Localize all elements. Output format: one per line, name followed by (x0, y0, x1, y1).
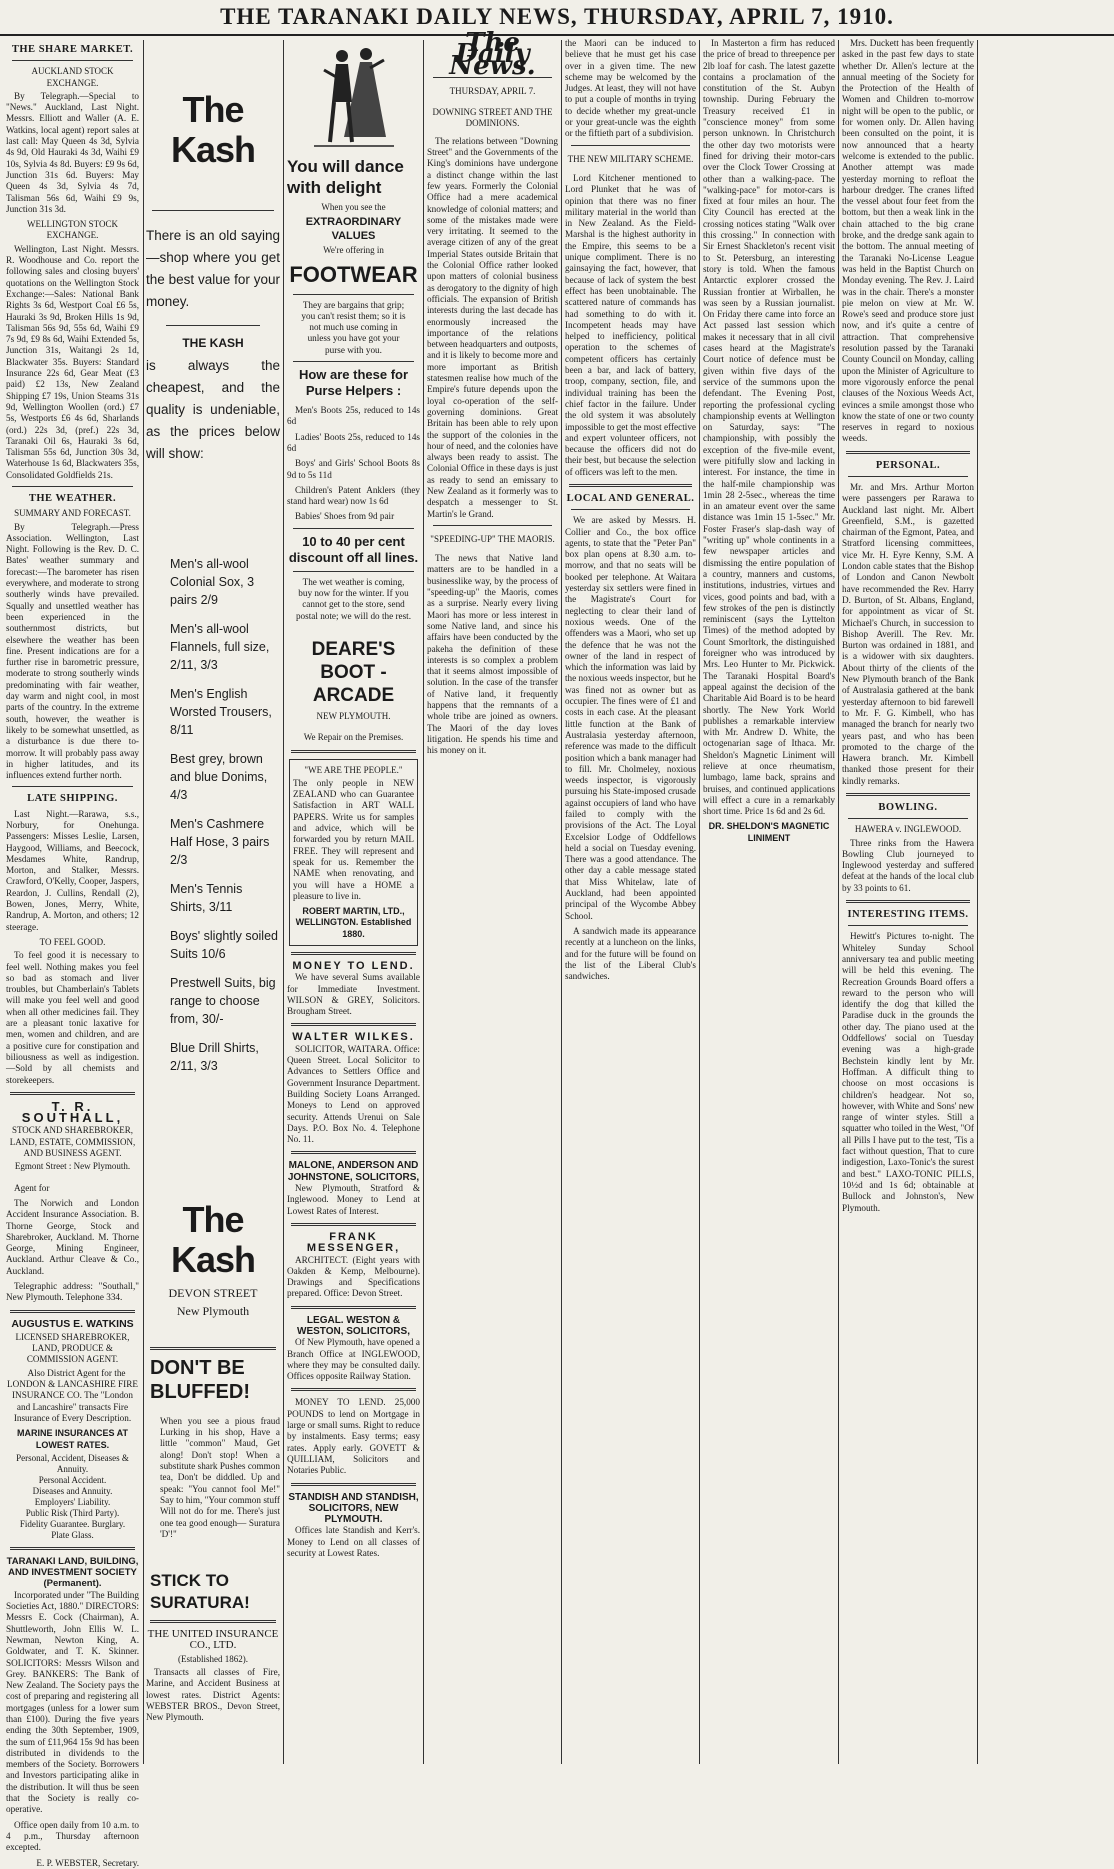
auckland-text: By Telegraph.—Special to "News." Auckland, Last Night. Messrs. Elliott and Waller (A. E. Watkins, local agent) report sales at last call: May Queen 4s 3d, Sylvia 4s 9d, Old Hauraki 4s 3d, Waihi £9 10s, Sylvia 4s 8d. Buyers: £9 9s 6d, Junction 31s 6d. Buyers: May Queen 4s 3d, Sylvia 4s 7d, Talisman 56s 6d, Waihi £9 9s, Junction 31s 3d. (6, 90, 139, 214)
column-rule (699, 40, 700, 1764)
wilkes-title: WALTER WILKES. (292, 1031, 415, 1044)
column-rule (561, 40, 562, 1764)
agent-for: Agent for (14, 1182, 50, 1193)
shipping-text: Last Night.—Rarawa, s.s., Norbury, for Onehunga. Passengers: Misses Leslie, Larsen, Haygood, Williams, and Beecock, Mesdames White, Randrup, Morton, and Stalker, Messrs. Crawford, O'Kelly, Cooper, Jaspers, Reardon, J. Cullins, Rendall (2), Bowen, Jones, Merry, White, Randrup, A. Morton, and others; 12 steerage. (6, 808, 139, 932)
purse-item: Boys' and Girls' School Boots 8s 9d to 5s 11d (287, 458, 420, 480)
continued-text: the Maori can be induced to believe that he must get his case over in a given time. The new scheme may be welcomed by the Judges. At least, they will not have to put a couple of months in trying to decide whether my great-uncle or your great-uncle was the eighth or the fiftieth part of a subdivision. (565, 38, 696, 139)
kash-title: The Kash (170, 89, 256, 170)
office-hours: Office open daily from 10 a.m. to 4 p.m., Thursday afternoon excepted. (6, 1819, 139, 1853)
article-heading: DOWNING STREET AND THE DOMINIONS. (432, 107, 553, 129)
insurance-line: Diseases and Annuity. (32, 1485, 113, 1496)
weston-text: Of New Plymouth, have opened a Branch Office at INGLEWOOD, where they may be consulted daily. Offices opposite Railway Station. (287, 1337, 420, 1382)
insurance-line: Employers' Liability. (34, 1496, 111, 1507)
bowling-text: Three rinks from the Hawera Bowling Club journeyed to Inglewood yesterday and suffered defeat at the hands of the local club by 33 points to 61. (842, 837, 974, 893)
interesting-items-heading: INTERESTING ITEMS. (847, 909, 969, 921)
people-ad (289, 759, 418, 946)
kash-street: DEVON STREET (168, 1286, 258, 1301)
column-news-6 (703, 38, 835, 1758)
insurance-line: Plate Glass. (51, 1529, 94, 1540)
insurance-line: Personal, Accident, Diseases & Annuity. (16, 1452, 129, 1474)
shipping-heading: LATE SHIPPING. (27, 793, 118, 805)
united-text: Transacts all classes of Fire, Marine, and Accident Business at lowest rates. District Agents: WEBSTER BROS., Devon Street, New Plymouth. (146, 1667, 280, 1723)
local-general-heading: LOCAL AND GENERAL. (566, 492, 695, 504)
messenger-text: ARCHITECT. (Eight years with Oakden & Kemp, Melbourne). Drawings and Specifications prepared. Office: Devon Street. (287, 1254, 420, 1299)
purse-item: Babies' Shoes from 9d pair (295, 511, 395, 522)
insurance-line: Public Risk (Third Party). (25, 1507, 120, 1518)
people-text: The only people in NEW ZEALAND who can Guarantee Satisfaction in ART WALL PAPERS. Write us for samples and advice, which will be forwarded you by return MAIL FREE. They will represent and speak for us. Remember the NAME when renovating, and you will have a HOME a pleasure to live in. (293, 777, 414, 901)
bowling-subheading: HAWERA v. INGLEWOOD. (854, 824, 962, 835)
column-kash-ad (146, 38, 280, 1758)
watkins-name: AUGUSTUS E. WATKINS (11, 1317, 134, 1330)
feel-good-heading: TO FEEL GOOD. (39, 936, 106, 947)
agent-list: The Norwich and London Accident Insurance Association. B. Thorne George, Stock and Sharebroker, Auckland. M. Thorne George, Mining Engineer, Auckland. Arthur Cleave & Co., Auckland. (6, 1197, 139, 1276)
people-title: "WE ARE THE PEOPLE." (304, 764, 403, 775)
paper-title: The Daily News. (449, 28, 536, 81)
malone-title: MALONE, ANDERSON AND JOHNSTONE, SOLICITORS, (287, 1160, 420, 1183)
southall-telegraphic: Telegraphic address: "Southall," New Plymouth. Telephone 334. (6, 1280, 139, 1303)
watkins-agent: Also District Agent for the LONDON & LANCASHIRE FIRE INSURANCE CO. The "London and Lancashire" transacts Fire Insurance of Every Description. (7, 1367, 138, 1423)
standish-text: Offices late Standish and Kerr's. Money to Lend on all classes of security at Lowest Rates. (287, 1525, 420, 1559)
southall-name: T. R. SOUTHALL, (21, 1098, 124, 1126)
weston-title: LEGAL. WESTON & WESTON, SOLICITORS, (297, 1314, 410, 1337)
purse-helpers-heading: How are these for Purse Helpers : (298, 367, 409, 399)
weather-heading: THE WEATHER. (28, 492, 117, 504)
kash-title-2: The Kash (170, 1199, 256, 1281)
column-news-5 (565, 38, 696, 1758)
stick-title: STICK TO SURATURA! (150, 1571, 250, 1613)
auckland-heading: AUCKLAND STOCK EXCHANGE. (31, 66, 114, 88)
wellington-text: Wellington, Last Night. Messrs. R. Woodhouse and Co. report the following sales and closing buyers' quotations on the Wellington Stock Exchange:—Sales: National Bank Rights 3s 6d, Westport Coal £6 5s, Hauraki 3s 9d, Broken Hills 1s 9d, Talisman 56s 9d, 55s 6d, Waihi £9 7s 9d, £9 8s 6d, Waihi Extended 5s, Junction 31s, Waitangi 2s 1d, Blackwater 35s. Buyers: Standard Insurance 22s 6d, Gear Meat (£3 paid) £2 13s, New Zealand Shipping £7 19s, Union Steams 31s 9d, Wellington Woollen (ord.) £7 5s, Westports £6 4s 6d, Sharlands (ord.) 22s 3d, (pref.) 22s 3d, Taranaki Oil 6s, Hauraki 3s 6d, Talisman 55s 6d, Junction 30s 3d, Waterhouse 1s 6d, Blackwaters 35s, Consolidated Goldfields 21s. (6, 243, 139, 480)
kash-price-item: Men's Tennis Shirts, 3/11 (170, 882, 243, 915)
military-heading: THE NEW MILITARY SCHEME. (567, 153, 694, 164)
kash-price-item: Blue Drill Shirts, 2/11, 3/3 (170, 1041, 259, 1074)
bluffed-title: DON'T BE BLUFFED! (150, 1356, 250, 1403)
masthead: THE TARANAKI DAILY NEWS, THURSDAY, APRIL 7, 1910. (0, 0, 1114, 36)
personal-text: Mr. and Mrs. Arthur Morton were passengers per Rarawa to Auckland last night. Mr. Albert Greenfield, S.M., is gazetted chairman of the Egmont, Patea, and Stratford licensing committees, vice Mr. H. Eyre Kenny, S.M. A London cable states that the Bishop of London and Canon Newbolt have recommended the Rev. Harry D. Burton, of St. Albans, England, for appointment as vicar of St. Michael's Church, in succession to Bishop Averill. The Rev. Mr. Burton was ordained in 1881, and is a widower with six daughters. About thirty of the clients of the New Plymouth branch of the Bank of Australasia gathered at the bank yesterday afternoon to bid farewell to Mr. F. G. Kimbell, who has managed the branch for nearly two years past, and who has been promoted to the charge of the Hawera branch. Mr. Kimbell thanked those present for their kindly remarks. (842, 481, 974, 786)
bargains-text: They are bargains that grip; you can't resist them; so it is not much use coming in unless you have got your purse with you. (301, 299, 406, 355)
malone-text: New Plymouth, Stratford & Inglewood. Money to Lend at Lowest Rates of Interest. (287, 1183, 420, 1216)
taranaki-land-title: TARANAKI LAND, BUILDING, AND INVESTMENT SOCIETY (Permanent). (6, 1555, 139, 1590)
speeding-text: The news that Native land matters are to be handled in a businesslike way, by the process of "speeding-up" the Maoris, comes as a surprise. Nearly every living Maori has more or less interest in some Native land, and since his affairs have been conducted by the pakeha the definition of these interests is so complex a problem that it seems almost impossible of solution. In the case of the transfer of Native land, it frequently happens that the remnants of a whole tribe are joined as owners. The Maori of the day loves litigation. He spends his time and his money on it. (427, 553, 558, 756)
interesting-items-text: Hewitt's Pictures to-night. The Whiteley Sunday School anniversary tea and public meeting will be held this evening. The Recreation Grounds Board offers a reward to the person who will identify the dog that killed the Paradise duck in the grounds the other day. The piano used at the Oddfellows' social on Tuesday evening was a high-grade Bechstein kindly lent by Mr. Hoffman. A difficult thing to choose on most occasions is children's headgear. Not so, however, with White and Sons' new range of winter styles. Still a squatter who toiled in the West, "Of all Pills I have put to the test, 'Tis a fact without question, That to cure indigestion, Laxo-Tonic's the surest and best." LAXO-TONIC PILLS, 10½d and 1s 6d; obtainable at Bullock and Johnston's, New Plymouth. (842, 931, 974, 1213)
speeding-heading: "SPEEDING-UP" THE MAORIS. (430, 533, 555, 544)
money-to-lend-2: MONEY TO LEND. 25,000 POUNDS to lend on Mortgage in large or small sums. Right to reduce by instalments. Easy terms; easy rates. Apply early. GOVETT & QUILLIAM, Solicitors and Notaries Public. (287, 1397, 420, 1476)
column-rule (838, 40, 839, 1764)
kash-price-item: Men's all-wool Colonial Sox, 3 pairs 2/9 (170, 557, 255, 608)
purse-item: Ladies' Boots 25s, reduced to 14s 6d (287, 431, 420, 453)
column-share-market (6, 38, 139, 1868)
column-rule (143, 40, 144, 1764)
column-rule (283, 40, 284, 1764)
share-market-heading: THE SHARE MARKET. (11, 44, 134, 55)
messenger-title: FRANK MESSENGER, (306, 1230, 401, 1255)
united-title: THE UNITED INSURANCE CO., LTD. (147, 1628, 279, 1652)
wilkes-text: SOLICITOR, WAITARA. Office: Queen Street. Local Solicitor to Advances to Settlers Office and Government Insurance Department. Building Society Loans Arranged. Moneys to Lend on approved security. Attends Urenui on Sale Days. P.O. Box No. 4. Telephone No. 11. (287, 1043, 420, 1145)
discount-text: 10 to 40 per cent discount off all lines. (288, 533, 419, 565)
kash-price-item: Boys' slightly soiled Suits 10/6 (170, 929, 278, 962)
insurance-line: Fidelity Guarantee. Burglary. (19, 1518, 126, 1529)
dance-subtitle: When you see the (321, 202, 386, 212)
deare-title: DEARE'S BOOT - ARCADE (311, 638, 396, 706)
column-deare-ad (287, 38, 420, 1758)
dance-title: You will dance with delight (287, 157, 404, 197)
money-to-lend-text: We have several Sums available for Immediate Investment. WILSON & GREY, Solicitors. Brougham Street. (287, 972, 420, 1017)
purse-item: Children's Patent Anklers (they stand hard wear) now 1s 6d (287, 484, 420, 507)
bowling-heading: BOWLING. (878, 802, 938, 813)
kash-heading: THE KASH (182, 336, 244, 350)
wellington-heading: WELLINGTON STOCK EXCHANGE. (27, 219, 118, 241)
southall-address: Egmont Street : New Plymouth. (14, 1161, 131, 1172)
news-text: In Masterton a firm has reduced the price of bread to threepence per 2lb loaf for cash. The latest gazette contains a proclamation of the constitution of the St. Aubyn township. During February the Treasury received £1 in "conscience money" from some person unknown. In Christchurch the other day two motorists were fined for driving their motor-cars over the Clock Tower Crossing at other than a walking-pace. The "walking-pace" for motor-cars is fixed at four miles an hour. The City Council has erected at the crossing notices stating "Walk over this crossing." In connection with Sir Ernest Shackleton's recent visit to St. Petersburg, an interesting story is told. When the famous Antarctic explorer crossed the Russian frontier at Wirballen, he was seen by a Russian journalist. On Friday there came into force an Act passed last session which makes it necessary that in all civil cases heard at the Magistrate's Court notice of defence must be given within five days of the service of the summons upon the defendant. The Evening Post, reporting the professional cycling championship events at Wellington on Saturday, says: "The championship, with possibly the exception of the five-mile event, were pitifully slow and lacking in interest. For instance, the time in the half-mile championship was 1min 28 2-5sec., whereas the time in an amateur event over the same distance was 1min 15 1-5sec." Mr. Foster Fraser's slap-dash way of "writing up" whole continents in a few newspaper articles and dismissing the entire population of a country, manners and customs, institutions, industries, virtues and vices, good points and bad, with a few strokes of the pen is distinctly reminiscent (says the Lyttelton Times) of the method adopted by Count Smorltork, the distinguished foreigner who was introduced by Mrs. Leo Hunter to Mr. Pickwick. The Taranaki Hospital Board's appeal against the decision of the Charitable Aid Board is to be heard shortly. The New York World publishes a remarkable interview with Mr. Andrew D. White, the octogenarian sage of Ithaca. Mr. Sheldon's Magnetic Liniment will relieve at once rheumatism, lumbago, lame back, sprains and bruises, and continued applications will effect a cure in a remarkably short time. Price 1s 6d and 2s 6d. (703, 38, 835, 817)
insurance-line: Personal Accident. (38, 1474, 107, 1485)
editorial-date: THURSDAY, APRIL 7. (449, 85, 536, 96)
kash-body: is always the cheapest, and the quality is undeniable, as the prices below will show: (146, 358, 280, 462)
military-text: Lord Kitchener mentioned to Lord Plunket that he was of opinion that there was no finer military material in the world than in New Zealand. As the Field-Marshal is the highest authority in the Empire, this seems to be a unique compliment. There is no gainsaying the fact, however, that because of lack of system the best effect has been unobtainable. The scattered nature of commands has had something to do with it. Incompetent heads may have helped to inefficiency, political operation to the schemes of competent officers has certainly been a bar, and lack of battery, troop, company, section, file, and individual training has been the chief factor in the failure. Under the old system it was absolutely impossible to get the most effective and expert volunteer officers, not because the officers did not do their best, but because the selection of officers was left to the men. (565, 172, 696, 477)
purse-item: Men's Boots 25s, reduced to 14s 6d (287, 405, 420, 427)
kash-price-item: Prestwell Suits, big range to choose from, 30/- (170, 976, 276, 1027)
news-text: Mrs. Duckett has been frequently asked in the past few days to state whether Dr. Allen's lecture at the annual meeting of the Society for the Protection of the Health of Women and Children to-morrow night will be open to the public, or for women only. Dr. Allen having been consulted on the point, it is now announced that a hearty welcome is extended to the public. Another attempt was made yesterday morning to refloat the harbour dredger. The cranes lifted the vessel about four feet from the bottom, but then a weak link in the chain attached to the big crane broke, and the dredge sank again to the bottom. The annual meeting of the Taranaki No-License League was held in the Baptist Church on Monday evening. The Rev. J. Laird was in the chair. There's a monster pie melon on view at Mr. W. Rowe's seed and produce store just now, and it's quite a centre of attraction. That comprehensive resolution passed by the Taranaki County Council on Monday, calling upon the Minister of Agriculture to more vigorously enforce the penal clauses of the Noxious Weeds Act, evinces a smile amongst those who know the state of one or two county reserves in regard to noxious weeds. (842, 38, 974, 444)
watkins-subtitle: LICENSED SHAREBROKER, LAND, PRODUCE & COMMISSION AGENT. (15, 1331, 130, 1365)
personal-heading: PERSONAL. (875, 459, 941, 471)
sheldon-heading: DR. SHELDON'S MAGNETIC LINIMENT (708, 821, 830, 843)
offering-text: We're offering in (323, 245, 384, 256)
kash-price-item: Men's Cashmere Half Hose, 3 pairs 2/3 (170, 817, 270, 868)
secretary-signature: E. P. WEBSTER, Secretary. (36, 1857, 139, 1868)
kash-intro: There is an old saying—shop where you get the best value for your money. (146, 228, 280, 309)
taranaki-land-text: Incorporated under "The Building Societies Act, 1880." DIRECTORS: Messrs E. Cock (Chairman), A. Shuttleworth, John Ellis W. L. Newman, Newton King, A. Goldwater, and T. K. Skinner. SOLICITORS: Messrs Wilson and Grey. BANKERS: The Bank of New Zealand. The Society pays the cost of preparing and registering all mortgages (unless for a lower sum than £100). During the five years ending the 30th September, 1909, the sum of £11,964 15s 9d has been distributed in dividends to the members of the Society. Borrowers and Investors participating alike in the distribution. It will thus be seen that the Society is really co-operative. (6, 1589, 139, 1815)
column-editorial (427, 28, 558, 1758)
footwear-title: FOOTWEAR (289, 261, 418, 287)
column-rule (423, 40, 424, 1764)
kash-price-item: Men's English Worsted Trousers, 8/11 (170, 687, 272, 738)
column-rule (977, 40, 978, 1764)
wet-weather-text: The wet weather is coming, buy now for the winter. If you cannot get to the store, send postal note; we will do the rest. (295, 576, 412, 621)
united-established: (Established 1862). (178, 1653, 248, 1664)
sandwich-text: A sandwich made its appearance recently at a luncheon on the links, and for the future will be found on the list of the Liberal Club's sandwiches. (565, 925, 696, 982)
kash-price-item: Best grey, brown and blue Donims, 4/3 (170, 752, 268, 803)
repair-text: We Repair on the Premises. (303, 732, 404, 743)
weather-text: By Telegraph.—Press Association. Wellington, Last Night. Following is the Rev. D. C. Bates' weather summary and forecast:—The barometer has risen everywhere, and moderate to strong southerly winds have prevailed. Squally and unsettled weather has been experienced in the southernmost districts, but elsewhere the weather has been fine. Present indications are for a further rise in barometric pressure, moderate to strong southerly winds predominating with fair weather, day warm and night cool, in most parts of the country. In the extreme south, however, the weather is likely to be somewhat unsettled, as a disturbance is due there to-morrow. It will probably pass away in higher latitudes, and its influences extend further north. (6, 521, 139, 781)
kash-town: New Plymouth (176, 1303, 250, 1318)
article-text: The relations between "Downing Street" and the Governments of the King's dominions have undergone a distinct change within the last few years. Formerly the Colonial Office had a mere academical knowledge of colonial matters; and some of the mistakes made were very irritating. It seemed to the average citizen of any of the great Imperial States outside Britain that the Colonial Office rather looked upon matters of colonial business as derogatory to the dignity of high officials. The expansion of British interests during the last decade has enormously increased the importance of the relations between headquarters and outposts, and it is likely to become more and more important as British statesmen realise how much of the Empire's future depends upon the loyal co-operation of the self-governing dominions. Great Britain has been able to rely upon the support of the colonies in the hour of need, and the colonies have always been ready to assist. The Colonial Office in these days is just as ready to send an emissary to New Zealand as it formerly was to despatch a messenger to St. Martin's le Grand. (427, 135, 558, 519)
robert-martin: ROBERT MARTIN, LTD., WELLINGTON. Established 1880. (295, 906, 412, 939)
extraordinary-values: EXTRAORDINARY VALUES (305, 216, 402, 243)
bluffed-poem: When you see a pious fraud Lurking in his shop, Have a little "common" Maud, Get along! Don't stop! When a substitute shark Pushes common tea, Don't be diddled. Up and speak: "You cannot fool Me!" Say to him, "Your common stuff Will not do for me. There's just one tea good enough— Suratura 'D'!" (160, 1415, 280, 1539)
money-to-lend-title: MONEY TO LEND. (292, 959, 415, 972)
weather-subheading: SUMMARY AND FORECAST. (14, 508, 131, 519)
kash-price-item: Men's all-wool Flannels, full size, 2/11, 3/3 (170, 622, 270, 673)
local-general-text: We are asked by Messrs. H. Collier and Co., the box office agents, to state that the "Peter Pan" box plan opens at 8.30 a.m. to-morrow, and that no seats will be booked per telephone. At Waitara yesterday six settlers were fined in the Magistrate's Court for neglecting to clear their land of noxious weeds. One of the offenders was a Maori, who set up the defence that he was not the owner of the land in respect of which the information was laid by the noxious weeds inspector, but he was fined not as owner but as occupier. The fines were of £1 and costs in each case. At the pleasant little function at the Bank of Australasia yesterday afternoon, reference was made to the difficult position which a bank manager had to fill. Mr. Cholmeley, noxious weeds inspector, is vigorously pursuing his State-imposed crusade against occupiers of land who have failed to comply with the provisions of the Act. The Loyal Excelsior Lodge of Oddfellows held a social on Tuesday evening. There was a good attendance. The other day a cable message stated that Miss Whitelaw, late of Auckland, had been appointed principal of the Wycombe Abbey School. (565, 515, 696, 921)
column-news-7 (842, 38, 974, 1758)
southall-subtitle: STOCK AND SHAREBROKER, LAND, ESTATE, COMMISSION, AND BUSINESS AGENT. (9, 1125, 136, 1159)
feel-good-text: To feel good it is necessary to feel well. Nothing makes you feel so bad as stomach and liver troubles, but Chamberlain's Tablets will make you feel well and good when all other medicines fail. They are a pleasant tonic laxative for men, women and children, and are a positive cure for constipation and biliousness as well as indigestion.—Sold by all chemists and storekeepers. (6, 950, 139, 1085)
deare-town: NEW PLYMOUTH. (316, 710, 391, 721)
marine-insurance: MARINE INSURANCES AT LOWEST RATES. (16, 1428, 128, 1450)
dancing-couple-illustration (304, 42, 404, 152)
standish-title: STANDISH AND STANDISH, SOLICITORS, NEW PLYMOUTH. (288, 1491, 419, 1526)
